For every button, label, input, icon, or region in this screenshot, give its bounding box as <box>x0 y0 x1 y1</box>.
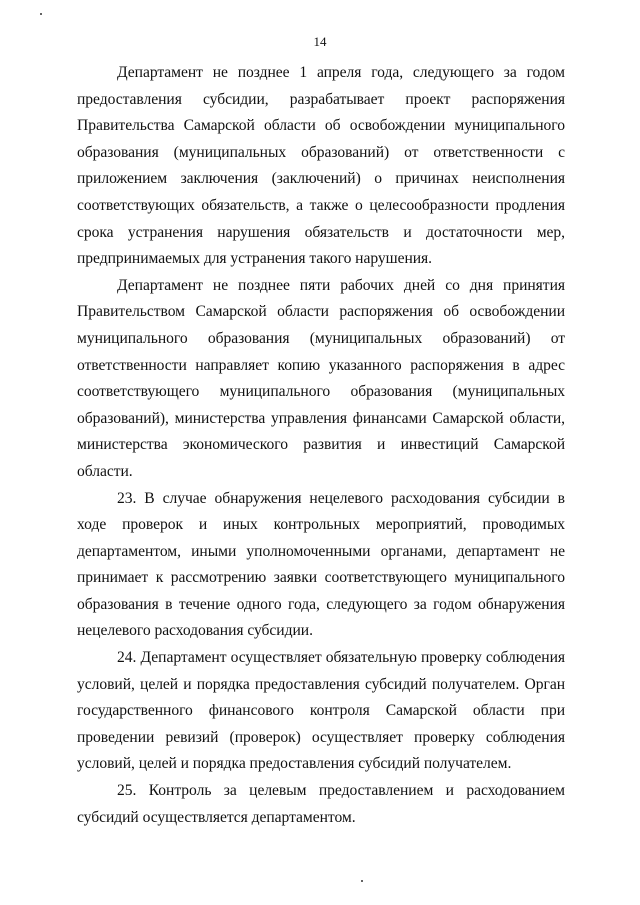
paragraph: 25. Контроль за целевым предоставлением и расходованием субсидий осуществляется департаментом. <box>77 782 565 826</box>
page-number: 14 <box>313 34 327 49</box>
scan-speck <box>40 13 42 15</box>
paragraph: Департамент не позднее пяти рабочих дней со дня принятия Правительством Самарской области распоряжения об освобождении муниципального образования (муниципальных образований) от ответственности направляет копию указанного распоряжения в адрес соответствующего муниципального образования (муниципальных образований), министерства управления финансами Самарской области, министерства экономического развития и инвестиций Самарской области. <box>77 276 565 480</box>
paragraph: 24. Департамент осуществляет обязательную проверку соблюдения условий, целей и порядка предоставления субсидий получателем. Орган государственного финансового контроля Самарской области при проведении ревизий (проверок) осуществляет проверку соблюдения условий, целей и порядка предоставления субсидий получателем. <box>77 649 565 773</box>
document-body <box>77 60 565 831</box>
paragraph: Департамент не позднее 1 апреля года, следующего за годом предоставления субсидии, разрабатывает проект распоряжения Правительства Самарской области об освобождении муниципального образования (муниципальных образований) от ответственности с приложением заключения (заключений) о причинах неисполнения соответствующих обязательств, а также о целесообразности продления срока устранения нарушения обязательств и достаточности мер, предпринимаемых для устранения такого нарушения. <box>77 64 565 268</box>
scan-speck <box>361 880 363 882</box>
paragraph: 23. В случае обнаружения нецелевого расходования субсидии в ходе проверок и иных контрольных мероприятий, проводимых департаментом, иными уполномоченными органами, департамент не принимает к рассмотрению заявки соответствующего муниципального образования в течение одного года, следующего за годом обнаружения нецелевого расходования субсидии. <box>77 489 565 640</box>
